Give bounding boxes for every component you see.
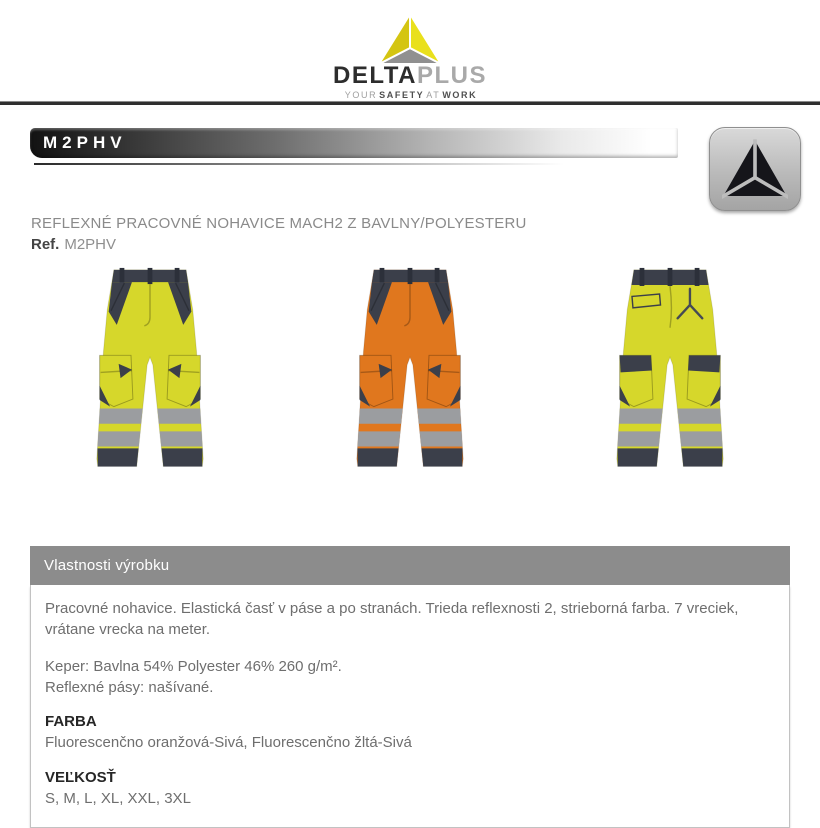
reflective-line: Reflexné pásy: našívané.	[45, 678, 214, 696]
delta-badge-icon	[722, 139, 788, 199]
product-images-row	[30, 258, 790, 488]
product-ref	[31, 236, 790, 253]
brand-wordmark	[0, 64, 820, 88]
color-value: Fluorescenčno oranžová-Sivá, Fluorescenčno žltá-Sivá	[45, 734, 412, 752]
brand-word-delta: DELTA	[333, 62, 417, 89]
header-divider	[0, 101, 820, 105]
ref-label: Ref.	[31, 236, 60, 253]
product-code-underline	[34, 163, 564, 165]
product-title: REFLEXNÉ PRACOVNÉ NOHAVICE MACH2 Z BAVLNY/POLYESTERU	[31, 215, 527, 232]
properties-header: Vlastnosti výrobku	[30, 546, 790, 585]
brand-word-plus: PLUS	[416, 62, 487, 89]
size-value: S, M, L, XL, XXL, 3XL	[45, 790, 191, 808]
color-label: FARBA	[45, 713, 97, 731]
product-image-front-yellow	[30, 258, 270, 488]
product-image-front-orange	[290, 258, 530, 488]
properties-section	[30, 546, 790, 828]
size-label: VEĽKOSŤ	[45, 768, 116, 786]
product-title-block	[31, 215, 790, 253]
product-description: Pracovné nohavice. Elastická časť v páse a po stranách. Trieda reflexnosti 2, strieborná farba. 7 vreciek, vrátane vrecka na meter.	[45, 600, 739, 639]
composition-line: Keper: Bavlna 54% Polyester 46% 260 g/m².	[45, 657, 342, 675]
ref-value: M2PHV	[64, 236, 117, 253]
delta-triangle-icon	[377, 12, 443, 66]
properties-body	[30, 585, 790, 828]
brand-badge	[709, 127, 801, 211]
product-code-bar: M2PHV	[30, 128, 678, 158]
product-image-back-yellow	[550, 258, 790, 488]
brand-logo	[0, 12, 820, 100]
brand-tagline: YOUR SAFETY AT WORK	[344, 90, 478, 100]
